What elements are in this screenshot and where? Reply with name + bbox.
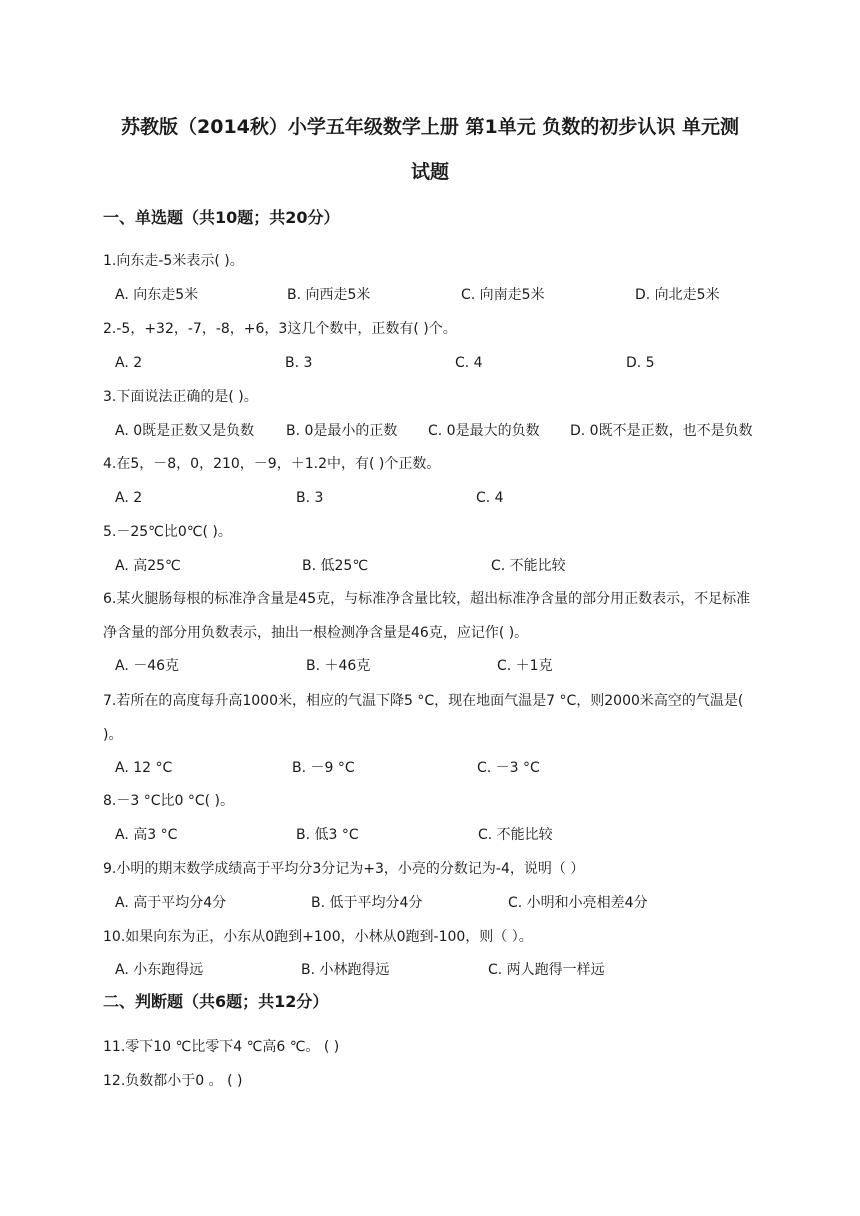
option-c: C. 不能比较: [478, 827, 553, 843]
question-7-options: [115, 758, 775, 778]
question-1-options: [115, 285, 775, 305]
section-heading-true-false: 二、判断题（共6题；共12分）: [103, 992, 329, 1011]
question-12: 12.负数都小于0 。 ( ): [103, 1073, 243, 1089]
option-b: B. 0是最小的正数: [286, 423, 398, 439]
question-2-options: [115, 353, 775, 373]
option-a: A. 12 °C: [115, 760, 173, 776]
option-b: B. 向西走5米: [287, 287, 371, 303]
question-7: 7.若所在的高度每升高1000米，相应的气温下降5 °C，现在地面气温是7 °C，则2000米高空的气温是( )。: [103, 693, 744, 743]
option-a: A. 高3 °C: [115, 827, 178, 843]
option-d: D. 0既不是正数，也不是负数: [570, 423, 753, 439]
question-5-options: [115, 556, 775, 576]
option-b: B. 低3 °C: [296, 827, 359, 843]
section-heading-single-choice: 一、单选题（共10题；共20分）: [103, 208, 340, 227]
question-6: 6.某火腿肠每根的标准净含量是45克，与标准净含量比较，超出标准净含量的部分用正数表示，不足标准净含量的部分用负数表示，抽出一根检测净含量是46克，应记作( )。: [103, 591, 751, 641]
option-c: C. 小明和小亮相差4分: [508, 895, 648, 911]
option-c: C. ＋1克: [497, 658, 553, 674]
question-5: 5.－25℃比0℃( )。: [103, 524, 232, 540]
question-1: 1.向东走-5米表示( )。: [103, 253, 244, 269]
option-b: B. 低于平均分4分: [311, 895, 423, 911]
question-10-options: [115, 960, 775, 980]
question-3-options: [115, 421, 775, 441]
option-d: D. 5: [626, 355, 655, 371]
option-a: A. 向东走5米: [115, 287, 199, 303]
document-title-line-2: 试题: [410, 161, 449, 183]
option-c: C. 不能比较: [491, 558, 566, 574]
option-a: A. 高25℃: [115, 558, 181, 574]
question-10: 10.如果向东为正，小东从0跑到+100，小林从0跑到-100，则（ ）。: [103, 929, 533, 945]
question-8: 8.－3 °C比0 °C( )。: [103, 793, 234, 809]
option-c: C. 0是最大的负数: [428, 423, 540, 439]
question-4: 4.在5，－8，0，210，－9，＋1.2中，有( )个正数。: [103, 456, 441, 472]
option-c: C. 向南走5米: [461, 287, 545, 303]
option-c: C. 两人跑得一样远: [488, 962, 605, 978]
option-a: A. 高于平均分4分: [115, 895, 227, 911]
option-b: B. 小林跑得远: [301, 962, 390, 978]
option-b: B. 3: [296, 490, 324, 506]
question-6-options: [115, 656, 775, 676]
option-c: C. 4: [476, 490, 504, 506]
question-3: 3.下面说法正确的是( )。: [103, 389, 258, 405]
option-b: B. ＋46克: [306, 658, 371, 674]
option-a: A. 2: [115, 355, 143, 371]
document-title-line-1: 苏教版（2014秋）小学五年级数学上册 第1单元 负数的初步认识 单元测: [121, 116, 739, 138]
option-a: A. 小东跑得远: [115, 962, 204, 978]
question-11: 11.零下10 ℃比零下4 ℃高6 ℃。 ( ): [103, 1039, 340, 1055]
option-a: A. －46克: [115, 658, 180, 674]
option-b: B. －9 °C: [292, 760, 355, 776]
question-2: 2.-5，+32，-7，-8，+6，3这几个数中，正数有( )个。: [103, 321, 457, 337]
option-a: A. 2: [115, 490, 143, 506]
option-d: D. 向北走5米: [635, 287, 720, 303]
option-a: A. 0既是正数又是负数: [115, 423, 255, 439]
option-c: C. 4: [455, 355, 483, 371]
question-9-options: [115, 893, 775, 913]
question-9: 9.小明的期末数学成绩高于平均分3分记为+3，小亮的分数记为-4，说明（ ）: [103, 861, 585, 877]
option-c: C. －3 °C: [477, 760, 540, 776]
question-4-options: [115, 488, 775, 508]
option-b: B. 低25℃: [302, 558, 369, 574]
question-8-options: [115, 825, 775, 845]
option-b: B. 3: [285, 355, 313, 371]
